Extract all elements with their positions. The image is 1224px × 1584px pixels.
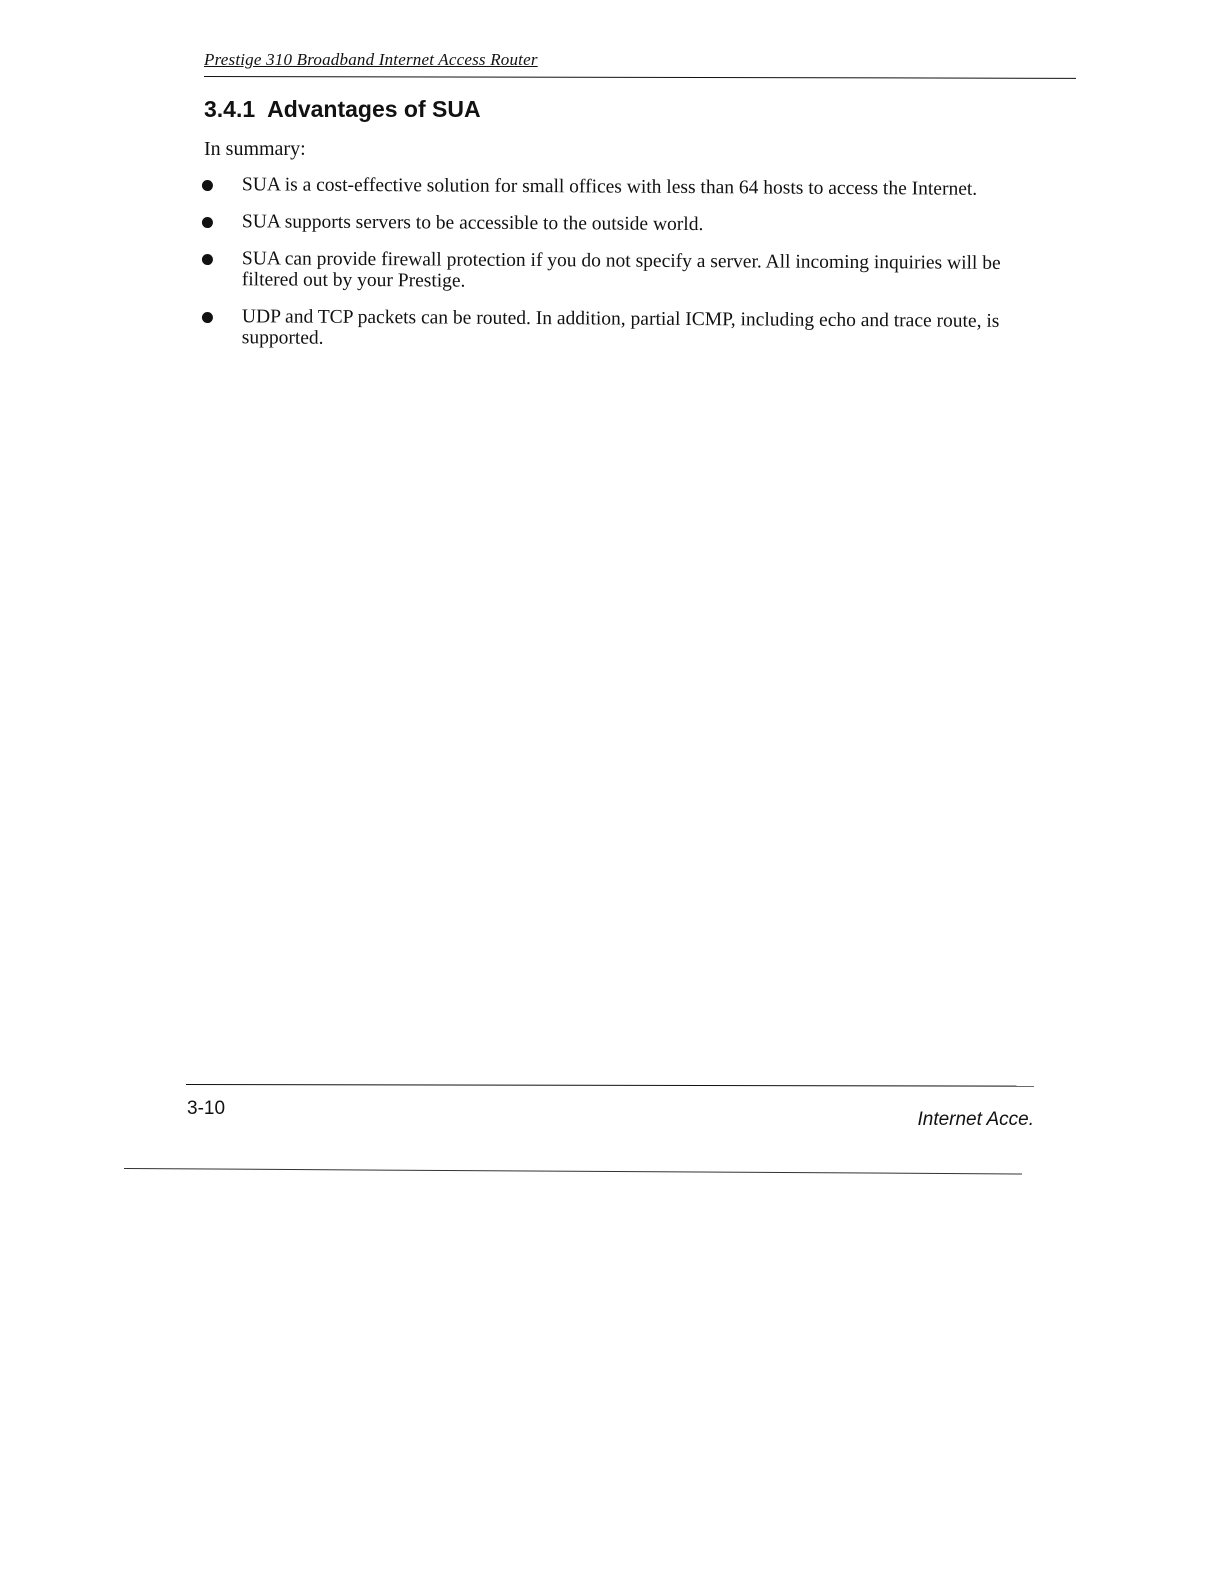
section-number: 3.4.1 bbox=[204, 96, 256, 122]
list-item-text: SUA supports servers to be accessible to the outside world. bbox=[241, 211, 704, 236]
list-item bbox=[200, 306, 1050, 353]
advantages-list bbox=[200, 174, 1050, 364]
header-rule bbox=[204, 76, 1076, 79]
footer-chapter-title: Internet Acce. bbox=[917, 1109, 1034, 1130]
bullet-icon bbox=[202, 180, 213, 191]
bullet-icon bbox=[202, 217, 213, 228]
section-heading bbox=[204, 96, 481, 123]
list-item bbox=[200, 174, 1050, 200]
list-item-text: SUA is a cost-effective solution for small offices with less than 64 hosts to access the Internet. bbox=[241, 174, 978, 200]
bullet-icon bbox=[202, 254, 213, 265]
running-header: Prestige 310 Broadband Internet Access Router bbox=[204, 50, 538, 69]
footer-rule bbox=[186, 1084, 1034, 1087]
list-item bbox=[200, 248, 1050, 295]
list-item-text: SUA can provide firewall protection if you do not specify a server. All incoming inquiries will be filtered out by your Prestige. bbox=[241, 248, 1001, 292]
bullet-icon bbox=[202, 312, 213, 323]
intro-text: In summary: bbox=[204, 138, 306, 160]
bottom-rule bbox=[124, 1168, 1022, 1174]
list-item-text: UDP and TCP packets can be routed. In addition, partial ICMP, including echo and trace route, is supported. bbox=[241, 306, 1000, 349]
page-number: 3-10 bbox=[187, 1098, 226, 1119]
list-item bbox=[200, 211, 1050, 237]
section-title: Advantages of SUA bbox=[267, 96, 481, 122]
